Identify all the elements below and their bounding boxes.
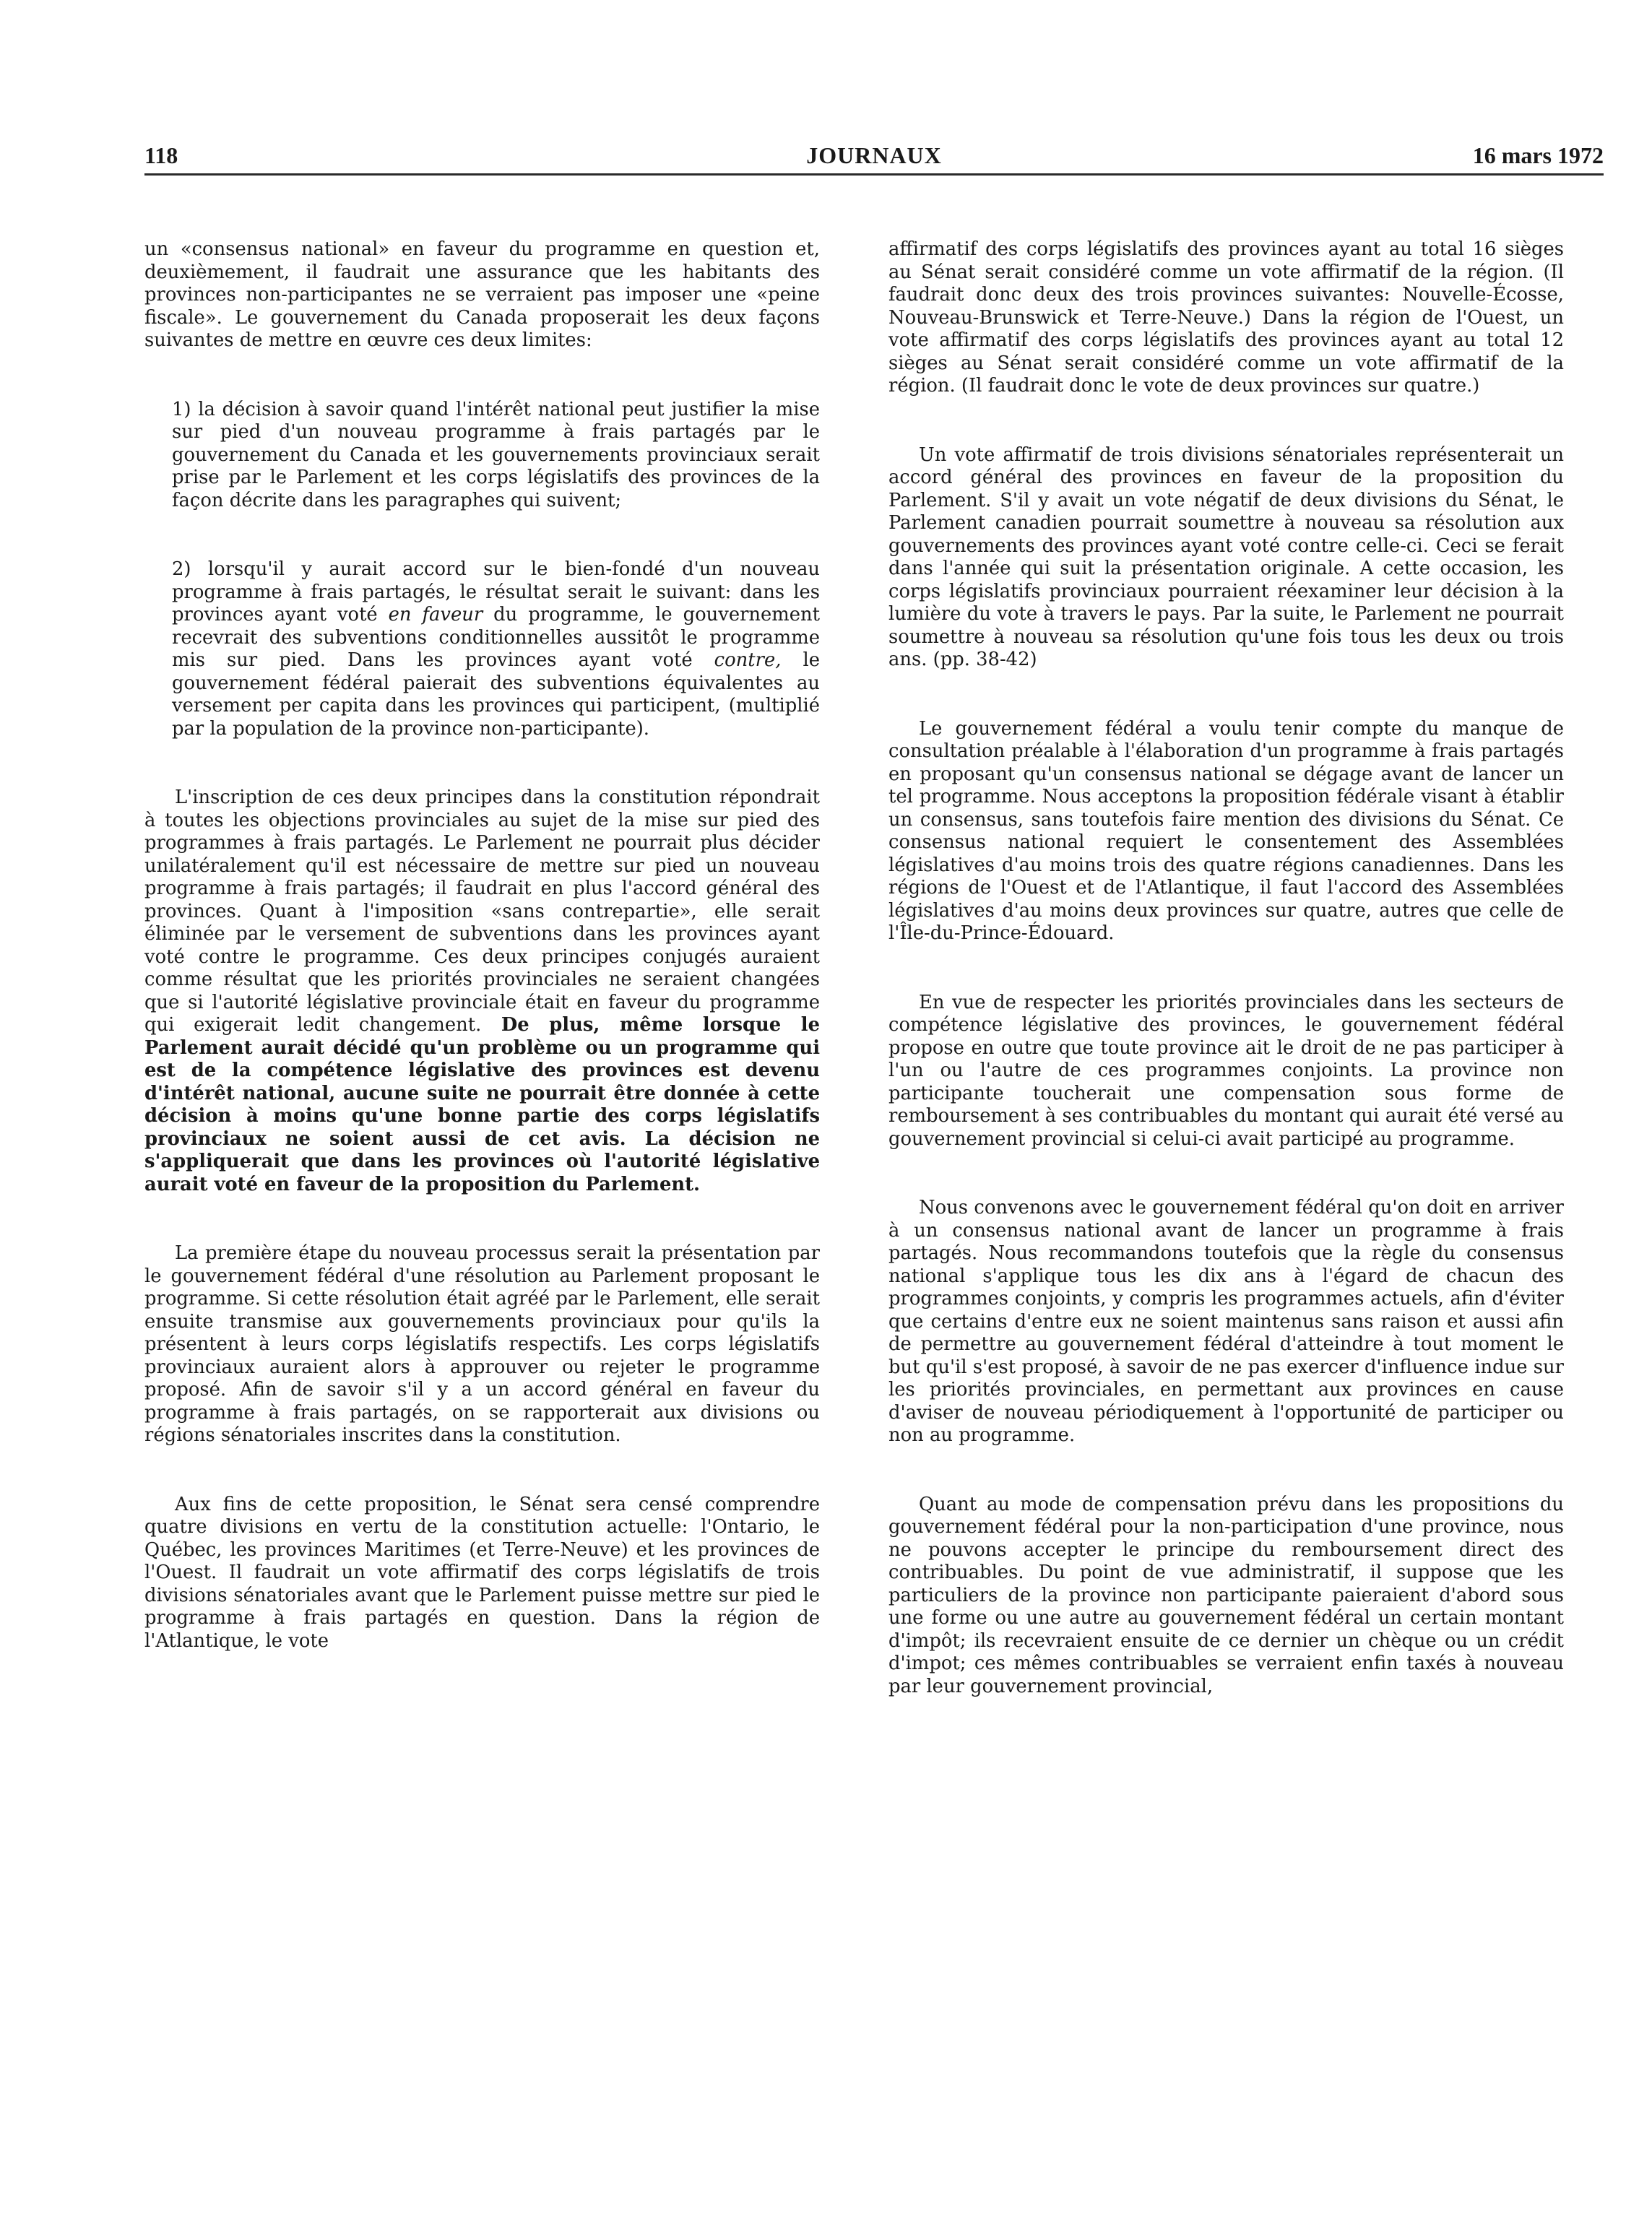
paragraph: En vue de respecter les priorités provinciales dans les secteurs de compétence législative des provinces, le gouvernement fédéral propose en outre que toute province ait le droit de ne pas participer à l'un ou l'autre de ces programmes conjoints. La province non participante toucherait une compensation sous forme de remboursement à ses contribuables du montant qui aurait été versé au gouvernement provincial si celui-ci avait participé au programme. bbox=[888, 991, 1564, 1150]
paragraph: un «consensus national» en faveur du programme en question et, deuxièmement, il faudrait une assurance que les habitants des provinces non-participantes ne se verraient pas imposer une «peine fiscale». Le gouvernement du Canada proposerait les deux façons suivantes de mettre en œuvre ces deux limites: bbox=[144, 238, 820, 351]
paragraph: Aux fins de cette proposition, le Sénat sera censé comprendre quatre divisions en vertu de la constitution actuelle: l'Ontario, le Québec, les provinces Maritimes (et Terre-Neuve) et les provinces de l'Ouest. Il faudrait un vote affirmatif des corps législatifs de trois divisions sénatoriales avant que le Parlement puisse mettre sur pied le programme à frais partagés en question. Dans la région de l'Atlantique, le vote bbox=[144, 1493, 820, 1652]
paragraph: Le gouvernement fédéral a voulu tenir compte du manque de consultation préalable à l'élaboration d'un programme à frais partagés en proposant qu'un consensus national se dégage avant de lancer un tel programme. Nous acceptons la proposition fédérale visant à établir un consensus, sans toutefois faire mention des divisions du Sénat. Ce consensus national requiert le consentement des Assemblées législatives d'au moins trois des quatre régions canadiennes. Dans les régions de l'Ouest et de l'Atlantique, il faut l'accord des Assemblées législatives d'au moins deux provinces sur quatre, autres que celle de l'Île-du-Prince-Édouard. bbox=[888, 717, 1564, 944]
paragraph: Quant au mode de compensation prévu dans les propositions du gouvernement fédéral pour la non-participation d'une province, nous ne pouvons accepter le principe du remboursement direct des contribuables. Du point de vue administratif, il suppose que les particuliers de la province non participante paieraient d'abord sous une forme ou une autre au gouvernement fédéral un certain montant d'impôt; ils recevraient ensuite de ce dernier un chèque ou un crédit d'impot; ces mêmes contribuables se verraient enfin taxés à nouveau par leur gouvernement provincial, bbox=[888, 1493, 1564, 1697]
running-title: JOURNAUX bbox=[806, 142, 942, 168]
italic-text: contre, bbox=[714, 649, 782, 671]
list-item-1: 1) la décision à savoir quand l'intérêt national peut justifier la mise sur pied d'un nouveau programme à frais partagés par le gouvernement du Canada et les gouvernements provinciaux serait prise par le Parlement et les corps législatifs des provinces de la façon décrite dans les paragraphes qui suivent; bbox=[172, 398, 820, 511]
bold-text: De plus, même lorsque le Parlement aurait décidé qu'un problème ou un programme qui est de la compétence législative des provinces est devenu d'intérêt national, aucune suite ne pourrait être donnée à cette décision à moins qu'une bonne partie des corps législatifs provinciaux ne soient aussi de cet avis. La décision ne s'appliquerait que dans les provinces où l'autorité législative aurait voté en faveur de la proposition du Parlement. bbox=[144, 1014, 820, 1195]
right-column bbox=[888, 238, 1564, 1744]
text-run: L'inscription de ces deux principes dans la constitution répondrait à toutes les objections provinciales au sujet de la mise sur pied des programmes à frais partagés. Le Parlement ne pourrait plus décider unilatéralement qu'il est nécessaire de mettre sur pied un nouveau programme à frais partagés; il faudrait en plus l'accord général des provinces. Quant à l'imposition «sans contrepartie», elle serait éliminée par le versement de subventions dans les provinces ayant voté contre le programme. Ces deux principes conjugés auraient comme résultat que les priorités provinciales ne seraient changées que si l'autorité législative provinciale était en faveur du programme qui exigerait ledit changement. bbox=[144, 787, 820, 1036]
left-column bbox=[144, 238, 820, 1699]
page-number: 118 bbox=[144, 142, 178, 168]
page-header bbox=[144, 137, 1604, 176]
paragraph: Nous convenons avec le gouvernement fédéral qu'on doit en arriver à un consensus national avant de lancer un programme à frais partagés. Nous recommandons toutefois que la règle du consensus national s'applique tous les dix ans à l'égard de chacun des programmes conjoints, y compris les programmes actuels, afin d'éviter que certains d'entre eux ne soient maintenus sans raison et aussi afin de permettre au gouvernement fédéral d'atteindre à tout moment le but qu'il s'est proposé, à savoir de ne pas exercer d'influence indue sur les priorités provinciales, en permettant aux provinces en cause d'aviser de nouveau périodiquement à l'opportunité de participer ou non au programme. bbox=[888, 1197, 1564, 1446]
page-date: 16 mars 1972 bbox=[1472, 142, 1604, 168]
paragraph: La première étape du nouveau processus serait la présentation par le gouvernement fédéral d'une résolution au Parlement proposant le programme. Si cette résolution était agréé par le Parlement, elle serait ensuite transmise aux gouvernements provinciaux pour qu'ils la présentent à leurs corps législatifs respectifs. Les corps législatifs provinciaux auraient alors à approuver ou rejeter le programme proposé. Afin de savoir s'il y a un accord général en faveur du programme à frais partagés, on se rapporterait aux divisions ou régions sénatoriales inscrites dans la constitution. bbox=[144, 1242, 820, 1446]
text-run: du programme, le gouvernement recevrait des subventions conditionnelles aussitôt le programme mis sur pied. Dans les provinces ayant voté bbox=[172, 604, 821, 671]
italic-text: en faveur bbox=[388, 604, 483, 625]
text-run: le gouvernement fédéral paierait des subventions équivalentes au versement per capita dans les provinces qui participent, (multiplié par la population de la province non-participante). bbox=[172, 649, 820, 740]
list-item-2 bbox=[144, 558, 820, 740]
paragraph: affirmatif des corps législatifs des provinces ayant au total 16 sièges au Sénat serait considéré comme un vote affirmatif de la région. (Il faudrait donc deux des trois provinces suivantes: Nouvelle-Écosse, Nouveau-Brunswick et Terre-Neuve.) Dans la région de l'Ouest, un vote affirmatif des corps législatifs des provinces ayant au total 12 sièges au Sénat serait considéré comme un vote affirmatif de la région. (Il faudrait donc le vote de deux provinces sur quatre.) bbox=[888, 238, 1564, 397]
paragraph bbox=[144, 787, 820, 1196]
text-run: 2) lorsqu'il y aurait accord sur le bien-fondé d'un nouveau programme à frais partagés, le résultat serait le suivant: dans les provinces ayant voté bbox=[172, 558, 820, 625]
paragraph: Un vote affirmatif de trois divisions sénatoriales représenterait un accord général des provinces en faveur de la proposition du Parlement. S'il y avait un vote négatif de deux divisions du Sénat, le Parlement canadien pourrait soumettre à nouveau sa résolution aux gouvernements des provinces ayant voté contre celle-ci. Ceci se ferait dans l'année qui suit la présentation originale. A cette occasion, les corps législatifs provinciaux pourraient réexaminer leur décision à la lumière du vote à travers le pays. Par la suite, le Parlement ne pourrait soumettre à nouveau sa résolution qu'une fois tous les deux ou trois ans. (pp. 38-42) bbox=[888, 443, 1564, 670]
